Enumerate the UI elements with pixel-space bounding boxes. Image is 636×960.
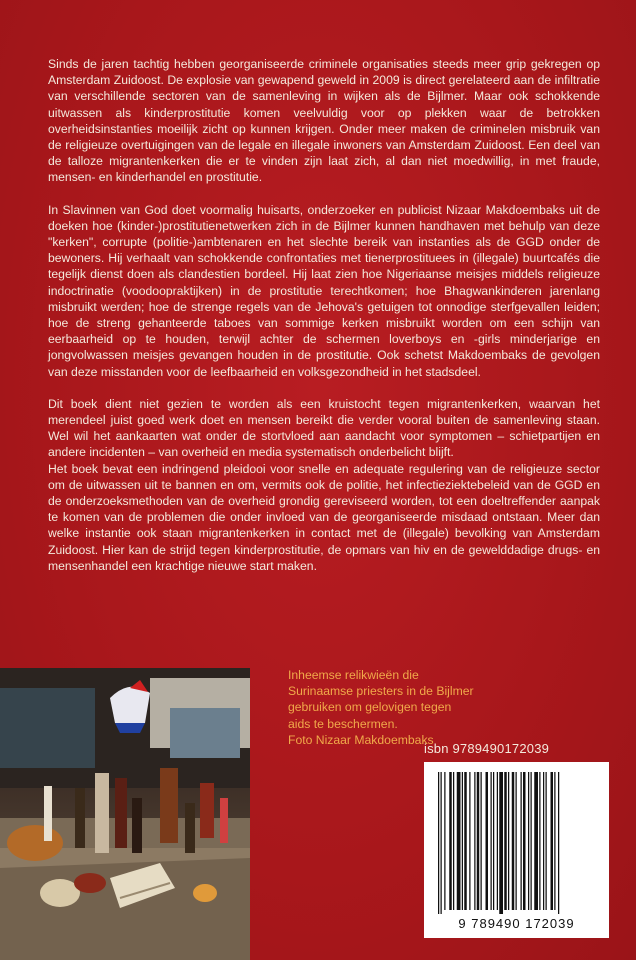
- barcode-bar: [523, 772, 526, 910]
- barcode-bars: [424, 762, 609, 914]
- barcode-bar: [551, 772, 554, 910]
- caption-line: gebruiken om gelovigen tegen: [288, 700, 452, 715]
- barcode-bar: [491, 772, 492, 910]
- barcode-bar: [516, 772, 517, 910]
- barcode-bar: [554, 772, 555, 910]
- barcode-bar: [499, 772, 503, 914]
- barcode-bar: [504, 772, 507, 910]
- barcode-bar: [497, 772, 498, 910]
- barcode-bar: [449, 772, 452, 910]
- blurb-paragraph-1: Sinds de jaren tachtig hebben georganiseerde criminele organisaties steeds meer grip gekregen op Amsterdam Zuidoost. De explosie van gewapend geweld in 2009 is direct gerelateerd aan de infiltratie van verschillende sectoren van de samenleving in wijken als de Bijlmer. Maar ook schokkende uitwassen als kinderprostitutie komen veelvuldig voor op plekken waar de betrokken overheidsinstanties moeilijk zicht op kunnen krijgen. Onder meer maken de criminelen misbruik van de religieuze overtuigingen van de legale en illegale inwoners van Amsterdam Zuidoost. Een deel van de talloze migrantenkerken die er te vinden zijn laat zich, al dan niet moedwillig, in met fraude, mensen- en kinderhandel en prostitutie.: [48, 57, 600, 185]
- blurb-paragraph-2: In Slavinnen van God doet voormalig huisarts, onderzoeker en publicist Nizaar Makdoembaks uit de doeken hoe (kinder-)prostitutienetwerken zich in de Bijlmer kunnen handhaven met behulp van deze "kerken", corrupte (politie-)ambtenaren en het slechte bereik van instanties als de GGD onder de bewoners. Hij verhaalt van schokkende confrontaties met tienerprostituees in (illegale) buurtcafés die tegelijk dienst doen als clandestien bordeel. Hij laat zien hoe Nigeriaanse meisjes middels religieuze indoctrinatie (voodoopraktijken) in de prostitutie terechtkomen; hoe Bhagwankinderen jarenlang misbruikt werden; hoe de strenge regels van de Jehova's getuigen tot onnodige sterfgevallen leiden; hoe de streng gehanteerde taboes van sommige kerken misbruikt worden om een schijn van eerbaarheid op te houden, terwijl achter de schermen loverboys en -girls minderjarige en jongvolwassen meisjes gevangen houden in de prostitutie. Ook schetst Makdoembaks de gevolgen van deze misstanden voor de leefbaarheid en volksgezondheid in het stadsdeel.: [48, 202, 600, 379]
- barcode-bar: [464, 772, 467, 910]
- caption-line: Inheemse relikwieën die: [288, 668, 419, 682]
- barcode-bar: [474, 772, 475, 910]
- blurb-paragraph-3: Dit boek dient niet gezien te worden als een kruistocht tegen migrantenkerken, waarvan het merendeel juist goed werk doet en mensen bereikt die verder vooral buiten de samenleving staan. Wel wil het aankaarten wat onder de stortvloed aan aandacht voor symptomen – schietpartijen en andere incidenten – van overheid en media systematisch onderbelicht blijft.: [48, 396, 600, 460]
- barcode: [424, 762, 609, 938]
- barcode-bar: [477, 772, 480, 910]
- barcode-digits: 9 789490 172039: [458, 916, 575, 931]
- barcode-bar: [531, 772, 532, 910]
- barcode-bar: [453, 772, 454, 910]
- caption-line: Surinaamse priesters in de Bijlmer: [288, 684, 474, 699]
- isbn-label: isbn 9789490172039: [424, 741, 550, 756]
- blurb-paragraph-4: Het boek bevat een indringend pleidooi voor snelle en adequate regulering van de religieuze sector om de uitwassen uit te bannen en om, vermits ook de politie, het infectieziektebeleid van de GGD en de onderzoeksmethoden van de overheid grondig gereviseerd worden, tot een doeltreffender aanpak te komen van de problemen die onder invloed van de georganiseerde misdaad ontstaan. Meer dan welke instantie ook staan migrantenkerken in contact met de (illegale) bevolking van Amsterdam Zuidoost. Hier kan de strijd tegen kinderprostitutie, de opmars van hiv en de gewelddadige drugs- en mensenhandel een krachtige nieuwe start maken.: [48, 461, 600, 573]
- barcode-bar: [457, 772, 461, 910]
- caption-line: aids te beschermen.: [288, 716, 398, 731]
- barcode-bar: [486, 772, 489, 910]
- photo-caption: [288, 667, 488, 748]
- barcode-bar: [539, 772, 540, 910]
- barcode-bar: [462, 772, 463, 910]
- relics-photo: [0, 668, 250, 960]
- barcode-bar: [528, 772, 529, 910]
- barcode-bar: [558, 772, 559, 914]
- barcode-bar: [438, 772, 439, 914]
- barcode-bar: [521, 772, 522, 910]
- caption-line: Foto Nizaar Makdoembaks: [288, 732, 434, 747]
- barcode-bar: [543, 772, 544, 910]
- barcode-bar: [441, 772, 442, 914]
- blurb-text: [48, 56, 600, 574]
- barcode-bar: [481, 772, 482, 910]
- barcode-bar: [493, 772, 494, 910]
- barcode-bar: [512, 772, 515, 910]
- relics-photo-illustration: [0, 668, 250, 960]
- barcode-bar: [469, 772, 470, 910]
- barcode-bar: [534, 772, 538, 910]
- barcode-bar: [546, 772, 547, 910]
- barcode-bar: [508, 772, 509, 910]
- barcode-bar: [444, 772, 445, 910]
